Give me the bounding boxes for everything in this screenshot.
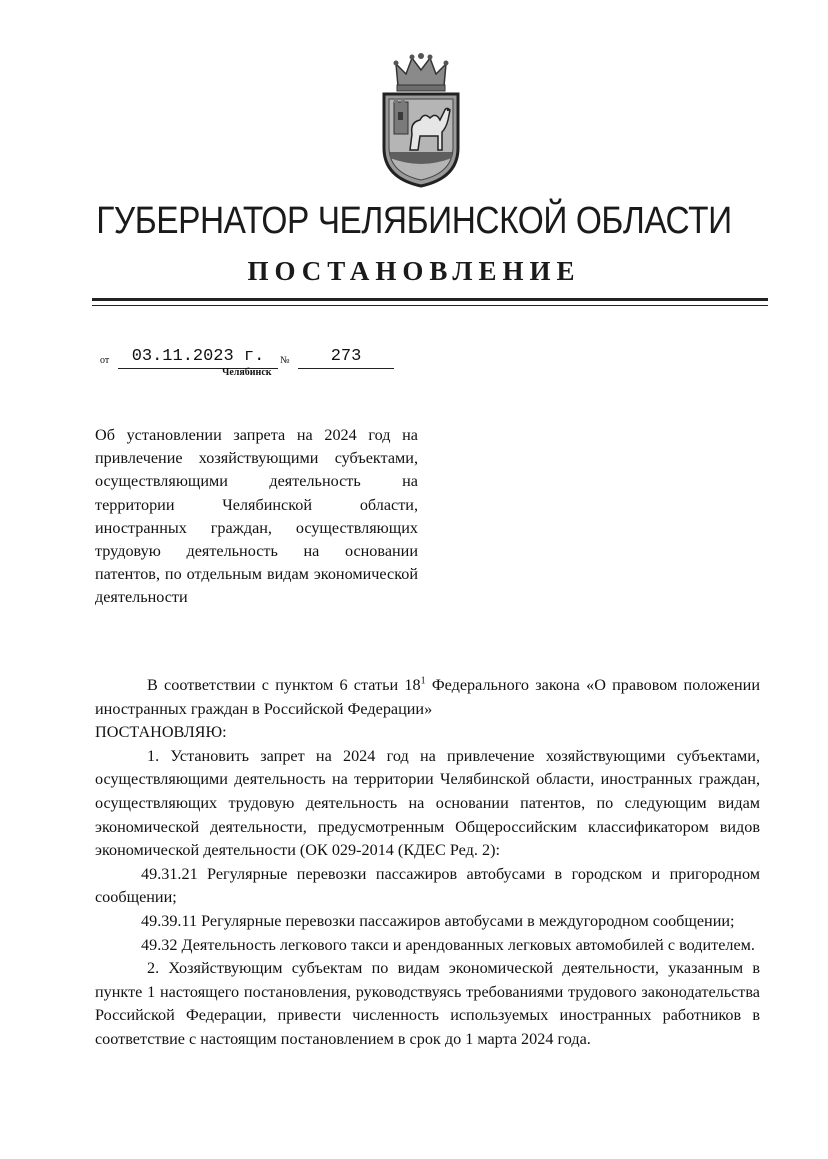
subject-text: Об установлении запрета на 2024 год на привлечение хозяйствующими субъектами, осуществляющими деятельность на территории Челябинской области, иностранных граждан, осуществляющих трудовую деятельность на основании патентов, по отдельным видам экономической деятельности bbox=[95, 426, 418, 607]
document-number: 273 bbox=[298, 346, 394, 369]
document-subject bbox=[95, 424, 418, 610]
header-divider-thick bbox=[92, 298, 768, 301]
decree-word: ПОСТАНОВЛЯЮ: bbox=[95, 723, 227, 742]
preamble-paragraph bbox=[95, 674, 760, 721]
preamble-text-end: Федерального закона «О правовом положении иностранных граждан в Российской Федерации» bbox=[95, 676, 760, 718]
activity-item: 49.32 Деятельность легкового такси и арендованных легковых автомобилей с водителем. bbox=[141, 935, 755, 954]
activity-item: 49.31.21 Регулярные перевозки пассажиров автобусами в городском и пригородном сообщении; bbox=[95, 864, 760, 907]
item-2-paragraph: 2. Хозяйствующим субъектам по видам экономической деятельности, указанным в пункте 1 настоящего постановления, руководствуясь требованиями трудового законодательства Российской Федерации, привести численность используемых иностранных работников в соответствие с настоящим постановлением в срок до 1 марта 2024 года. bbox=[95, 959, 760, 1048]
number-label: № bbox=[280, 355, 290, 366]
issue-city: Челябинск bbox=[222, 367, 272, 378]
organization-title: ГУБЕРНАТОР ЧЕЛЯБИНСКОЙ ОБЛАСТИ bbox=[96, 200, 732, 242]
article-superscript: 1 bbox=[420, 675, 426, 687]
document-body bbox=[95, 674, 760, 1052]
date-number-line bbox=[100, 345, 420, 369]
header-divider-thin bbox=[92, 305, 768, 306]
activity-item: 49.39.11 Регулярные перевозки пассажиров автобусами в междугородном сообщении; bbox=[141, 911, 735, 930]
chelyabinsk-coat-of-arms-icon bbox=[376, 52, 466, 188]
document-date: 03.11.2023 г. bbox=[118, 346, 278, 369]
preamble-text-start: В соответствии с пунктом 6 статьи 18 bbox=[147, 676, 421, 694]
document-type-heading: ПОСТАНОВЛЕНИЕ bbox=[247, 256, 581, 286]
item-1-paragraph: 1. Установить запрет на 2024 год на привлечение хозяйствующими субъектами, осуществляющими деятельность на территории Челябинской области, иностранных граждан, осуществляющих трудовую деятельность на основании патентов, по следующим видам экономической деятельности, предусмотренным Общероссийским классификатором видов экономической деятельности (ОК 029-2014 (КДЕС Ред. 2): bbox=[95, 746, 760, 860]
date-label: от bbox=[100, 355, 110, 366]
